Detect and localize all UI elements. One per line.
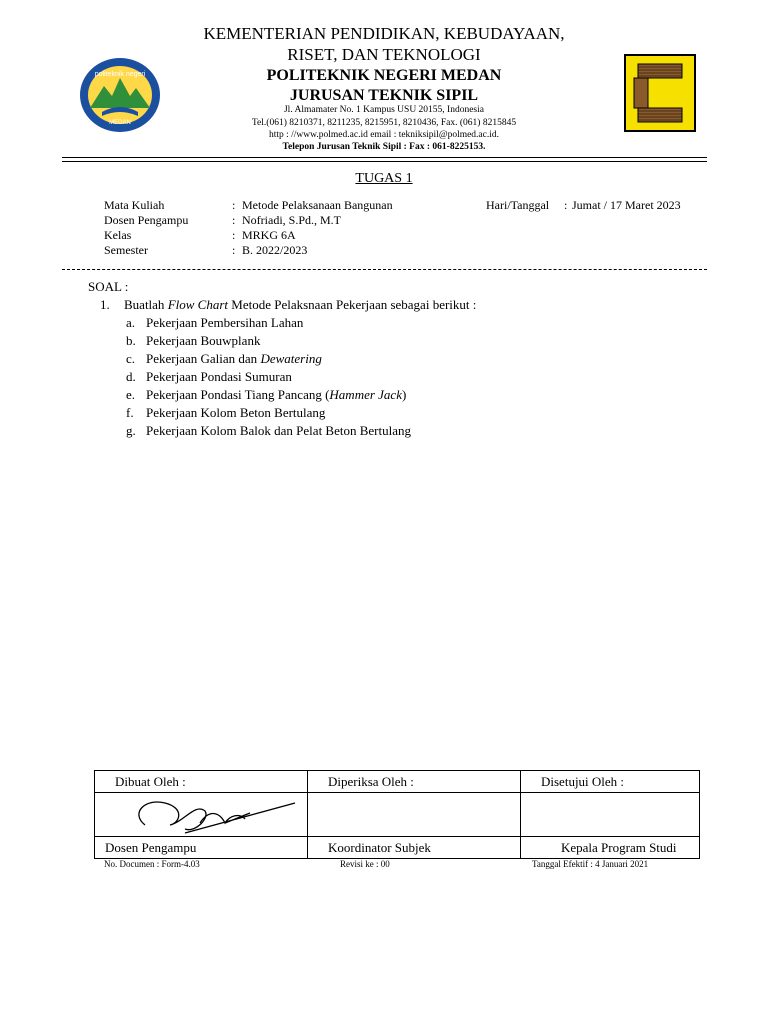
- dibuat-cell: Dibuat Oleh :: [95, 771, 308, 793]
- list-item: Pekerjaan Pondasi Tiang Pancang (Hammer Jack): [146, 387, 407, 402]
- footer-revision: Revisi ke : 00: [340, 859, 390, 869]
- semester-value: B. 2022/2023: [242, 243, 308, 257]
- mata-kuliah-value: Metode Pelaksanaan Bangunan: [242, 198, 393, 212]
- question-number: 1.: [100, 297, 110, 312]
- role-kaprodi: Kepala Program Studi: [521, 837, 700, 859]
- dept-phone-line: Telepon Jurusan Teknik Sipil : Fax : 061-8225153.: [282, 142, 486, 152]
- list-item: Pekerjaan Pembersihan Lahan: [146, 315, 304, 330]
- list-item-letter: c.: [126, 351, 136, 366]
- phone-line: Tel.(061) 8210371, 8211235, 8215951, 8210436, Fax. (061) 8215845: [251, 118, 517, 128]
- document-title: TUGAS 1: [355, 171, 413, 186]
- list-item-letter: b.: [126, 333, 136, 348]
- soal-heading: SOAL :: [88, 279, 129, 294]
- meta-divider: [62, 269, 707, 270]
- disetujui-cell: Disetujui Oleh :: [521, 771, 700, 793]
- header-divider-top: [62, 157, 707, 158]
- signature-table: [94, 770, 700, 859]
- signature-image: [125, 793, 325, 837]
- question-text: Buatlah Flow Chart Metode Pelaksnaan Pekerjaan sebagai berikut :: [124, 297, 477, 312]
- ministry-line-1: KEMENTERIAN PENDIDIKAN, KEBUDAYAAN,: [203, 24, 565, 43]
- colon: :: [232, 198, 236, 212]
- kelas-value: MRKG 6A: [242, 228, 296, 242]
- semester-label: Semester: [104, 243, 148, 257]
- reviewer-signature-cell: [308, 793, 521, 837]
- svg-text:MEDAN: MEDAN: [109, 120, 131, 126]
- colon: :: [232, 213, 236, 227]
- diperiksa-cell: Diperiksa Oleh :: [308, 771, 521, 793]
- mata-kuliah-label: Mata Kuliah: [104, 198, 165, 212]
- web-line: http : //www.polmed.ac.id email : tekniksipil@polmed.ac.id.: [268, 130, 500, 140]
- ministry-line-2: RISET, DAN TEKNOLOGI: [287, 45, 481, 64]
- list-item-letter: a.: [126, 315, 136, 330]
- institution-name: POLITEKNIK NEGERI MEDAN: [266, 67, 502, 84]
- approver-signature-cell: [521, 793, 700, 837]
- list-item: Pekerjaan Galian dan Dewatering: [146, 351, 322, 366]
- footer-effective-date: Tanggal Efektif : 4 Januari 2021: [532, 859, 649, 869]
- colon: :: [232, 243, 236, 257]
- list-item-letter: f.: [126, 405, 134, 420]
- list-item: Pekerjaan Bouwplank: [146, 333, 261, 348]
- role-koordinator: Koordinator Subjek: [308, 837, 521, 859]
- list-item-letter: e.: [126, 387, 136, 402]
- list-item-letter: g.: [126, 423, 136, 438]
- header-divider-bottom: [62, 161, 707, 162]
- list-item: Pekerjaan Pondasi Sumuran: [146, 369, 292, 384]
- colon: :: [232, 228, 236, 242]
- footer-doc-number: No. Documen : Form-4.03: [104, 859, 200, 869]
- svg-text:politeknik negeri: politeknik negeri: [94, 71, 146, 78]
- signature-cell: [95, 793, 308, 837]
- colon: :: [564, 198, 568, 212]
- department-name: JURUSAN TEKNIK SIPIL: [289, 87, 479, 104]
- hari-label: Hari/Tanggal: [486, 198, 550, 212]
- list-item: Pekerjaan Kolom Beton Bertulang: [146, 405, 326, 420]
- list-item: Pekerjaan Kolom Balok dan Pelat Beton Bertulang: [146, 423, 411, 438]
- list-item-letter: d.: [126, 369, 136, 384]
- role-dosen: Dosen Pengampu: [95, 837, 308, 859]
- address-line: Jl. Almamater No. 1 Kampus USU 20155, Indonesia: [283, 105, 484, 115]
- hari-value: Jumat / 17 Maret 2023: [572, 198, 681, 212]
- dosen-value: Nofriadi, S.Pd., M.T: [242, 213, 341, 227]
- kelas-label: Kelas: [104, 228, 132, 242]
- dosen-label: Dosen Pengampu: [104, 213, 189, 227]
